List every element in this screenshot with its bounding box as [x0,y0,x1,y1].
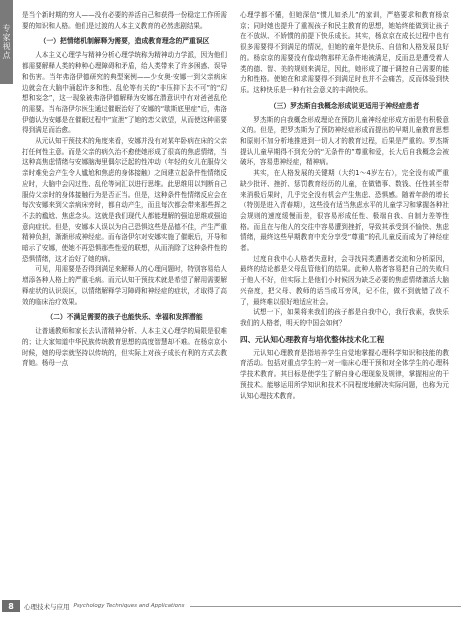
section-tab-label: 专家视点 [2,24,11,60]
left-column [22,10,227,369]
section-heading: （一）把情绪机制解释为需要，造成教育理念的严重误区 [39,37,210,46]
journal-title: 心理技术与应用 [24,602,70,611]
paragraph: 过度自我中心人格者失意时，会寻找同类遭遇者交流和分析原因，最终的结论都是父母乱管他们的结果。此种人格者容易把自己的失败归于他人不好，但实际上是他们小时候因为缺乏必要的焦虑情绪激活大脑兴奋度，把父母、教师的话当成耳旁风，记不住，做不到就错了改不了，最终难以很好地适应社会。 [240,254,449,306]
paragraph: 罗杰斯的自我概念形成理论在预防儿童神经症形成方面是有积极意义的。但是，把罗杰斯为了预防神经症形成而提出的早期儿童教育思想和原则不加分析地推进到一切人才的教育过程，后果是严重的。罗杰斯提认儿童早期得不到充分的“无条件的”尊重和爱，长大后自我概念会被破坏，容易患神经症，精神病。 [240,115,449,167]
section-tab [0,0,13,84]
right-column [240,10,449,401]
page-number: 8 [2,600,20,612]
paragraph: 人本主义心理学与精神分析心理学统称为精神动力学派，因为他们都需要解释人类的种种心理障碍和矛盾，给人类带来了许多困惑、误导和伤害。当年弗洛伊德研究的典型案例——少女奥·安娜一到父亲病床边就会在大脑中涌起许多和性、乱伦等有关的“非压抑下去不可”的“幻想和妄念”，这一现象被弗洛伊德解释为安娜在潜意识中有对爸爸乱伦的需要。当布洛伊尔医生通过催眠治好了安娜的“歇斯底里症”后，弗洛伊德认为安娜是在催眠过程中“宣泄”了她的恋父欲望，从而使这种需要得到满足而治愈。 [22,51,227,135]
section-heading: （二）不满足需要的孩子也能快乐、幸福和发挥潜能 [46,313,203,322]
paragraph: 让普通教师和家长去认清精神分析、人本主义心理学的局限是很难的；让大家知道中华民族传统教育思想的高度智慧却不难。在杨京京小时候，她的母亲就坚持以传统的，但实际上对孩子成长有利的方式去教育她。杨母一点 [22,327,227,368]
journal-title-english: Psychology Techniques and Applications [73,603,185,609]
paragraph: 其实，在人格发展的关键期（大约1～4岁左右），完全没有或严重缺少批评、挫折、惩罚教育经历的儿童，在做错事、数钱、任性甚至带来消极后果时，几乎完全没有机会产生焦虑、恐惧感。随着年龄的增长（特别是进入青春期），这些没有适当焦虑水平的儿童学习和掌握各种社会规则的速度缓慢而差，很容易形成任性、极端自我、自制力差等性格。而且在与他人的交往中容易遭到挫折，导致其承受到不愉快、焦虑情绪，最终这些早期教育中充分享受“尊重”的孔儿童反而成为了神经症者。 [240,169,449,253]
footer-rule [190,606,461,607]
page-footer [0,599,467,613]
section-heading: （三）罗杰斯自我概念形成说更适用于神经症患者 [269,101,420,110]
paragraph: 从元认知干预技术的角度来看，安娜并没有对某年卧病在床的父亲打任何性主意。而是父亲的病久治不愈使她形成了很高的焦虑情绪，当这种高焦虑情绪与安娜脑海里偶尔泛起的性冲动（年轻的女儿在服侍父亲时难免会产生令人尴尬和焦虑的身体接触）之间建立起条件性情绪反应时，大脑中会闪过性、乱伦等词汇以进行思维。此思维用以判断自己服侍父亲时的身体接触行为是否正当。但是，这种条件性情绪反应会在每次安娜来到父亲病床旁时，都自动产生，而且每次都会带来那些挥之不去的尴尬、焦虑念头。这就是我们现代人都能理解的强迫思维或强迫意向症状。但是，安娜本人误以为自己恐惧这些是品德不佳，产生严重精神负担，渐渐形成神经症。而布洛伊尔对安娜实施了催眠后，开导和暗示了安娜，使她不再恐惧那些性爱的联想，从而消除了这种条件性的恐惧情绪，这才治好了她的病。 [22,137,227,263]
paragraph: 元认知心理教育是指培养学生自觉地掌握心理科学知识和技能的教育活动。包括对重点学生的一对一临床心理干预和对全体学生的心理科学技术教育。其目标是使学生了解自身心理现象及规律，掌握相应的干预技术。能够运用所学知识和技术不同程度地解决实际问题，也称为元认知心理技术教育。 [240,348,449,400]
paragraph: 试想一下，如果将来我们的孩子都是自我中心，我行我素，我快乐我们的人格者，明天的中国会如何？ [240,308,449,327]
paragraph: 可见，用需要是否得到满足来解释人的心理问题时，特别容易给人增添各种人格上的严重毛病。而元认知干预技术就是希望了解用需要解释症状的认识误区，以情绪解释学习障碍和神经症的症状，才取得了高效的临床治疗效果。 [22,265,227,306]
paragraph: 是当个新时期的穷人——没有必要的养活自己和获得一份稳定工作所需要的知识和人格。他们是过渡的人本主义教育的必然悲剧结果。 [22,11,227,30]
paragraph: 心理学都不懂，但她深信“惯儿如杀儿”的家训，严格要求和教育杨京京；同时她也提升了重视孩子和民主教育的思想，她始终能做到让孩子在不放纵、不娇惯的前提下快乐成长。其实，杨京京在成长过程中也有很多需要得不到满足的情况，但她的童年是快乐、自信和人格发展良好的。杨京京的需要没有像动物那样无条件地被满足，反而总是遭受着人类的德、智、美的规则来满足，因此，她形成了擅于调控自己需要的能力和性格。使她在和求需要得不到满足时也并不会痛苦，反而体验到快乐。这种快乐是一种有社会意义的丰满快乐。 [240,11,449,94]
chapter-heading: 四、元认知心理教育与培优整体技术化工程 [240,334,385,344]
